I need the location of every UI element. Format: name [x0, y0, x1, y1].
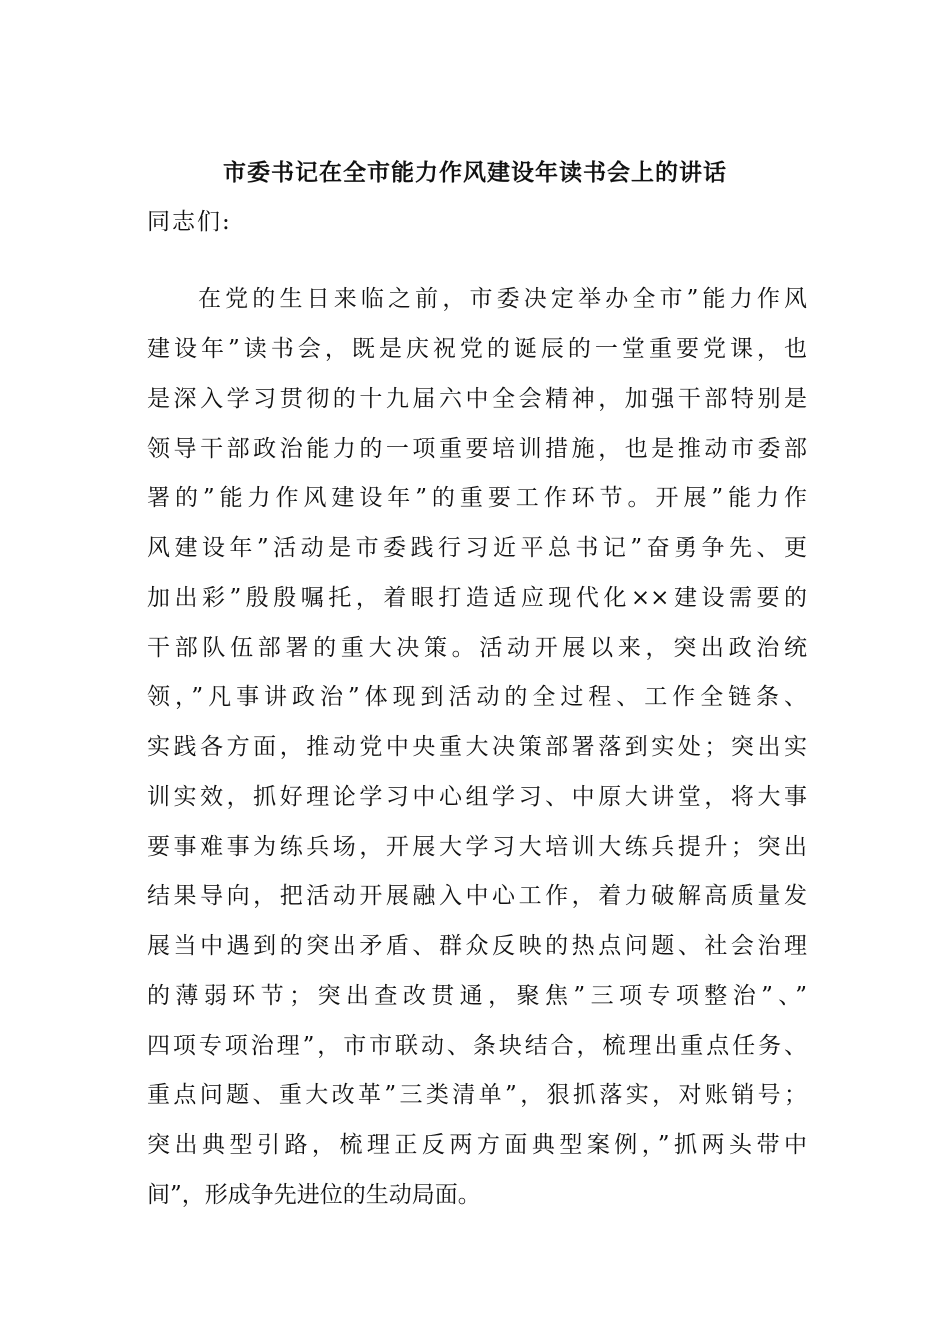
- paragraph-line: 干部队伍部署的重大决策。活动开展以来，突出政治统: [147, 635, 807, 661]
- paragraph-line: 建设年”读书会，既是庆祝党的诞辰的一堂重要党课，也: [147, 336, 807, 362]
- salutation: 同志们:: [147, 209, 232, 235]
- paragraph-line: 的薄弱环节；突出查改贯通，聚焦”三项专项整治”、”: [147, 983, 807, 1009]
- paragraph-line: 重点问题、重大改革”三类清单”，狠抓落实，对账销号；: [147, 1082, 807, 1108]
- paragraph-line: 突出典型引路，梳理正反两方面典型案例，”抓两头带中: [147, 1132, 807, 1158]
- paragraph-line: 署的”能力作风建设年”的重要工作环节。开展”能力作: [147, 485, 807, 511]
- paragraph-line: 加出彩”殷殷嘱托，着眼打造适应现代化××建设需要的: [147, 585, 807, 611]
- paragraph-line: 风建设年”活动是市委践行习近平总书记”奋勇争先、更: [147, 535, 807, 561]
- paragraph-line: 间”，形成争先进位的生动局面。: [147, 1182, 481, 1208]
- paragraph-line: 实践各方面，推动党中央重大决策部署落到实处；突出实: [147, 734, 807, 760]
- paragraph-line: 领，”凡事讲政治”体现到活动的全过程、工作全链条、: [147, 684, 807, 710]
- paragraph-line: 四项专项治理”，市市联动、条块结合，梳理出重点任务、: [147, 1033, 807, 1059]
- paragraph-line: 是深入学习贯彻的十九届六中全会精神，加强干部特别是: [147, 386, 807, 412]
- paragraph-line: 结果导向，把活动开展融入中心工作，着力破解高质量发: [147, 883, 807, 909]
- paragraph-line: 训实效，抓好理论学习中心组学习、中原大讲堂，将大事: [147, 784, 807, 810]
- document-title: 市委书记在全市能力作风建设年读书会上的讲话: [223, 159, 727, 186]
- paragraph-line: 展当中遇到的突出矛盾、群众反映的热点问题、社会治理: [147, 933, 807, 959]
- paragraph-line: 领导干部政治能力的一项重要培训措施，也是推动市委部: [147, 436, 807, 462]
- paragraph-line: 要事难事为练兵场，开展大学习大培训大练兵提升；突出: [147, 834, 807, 860]
- paragraph-line: 在党的生日来临之前，市委决定举办全市”能力作风: [198, 286, 807, 312]
